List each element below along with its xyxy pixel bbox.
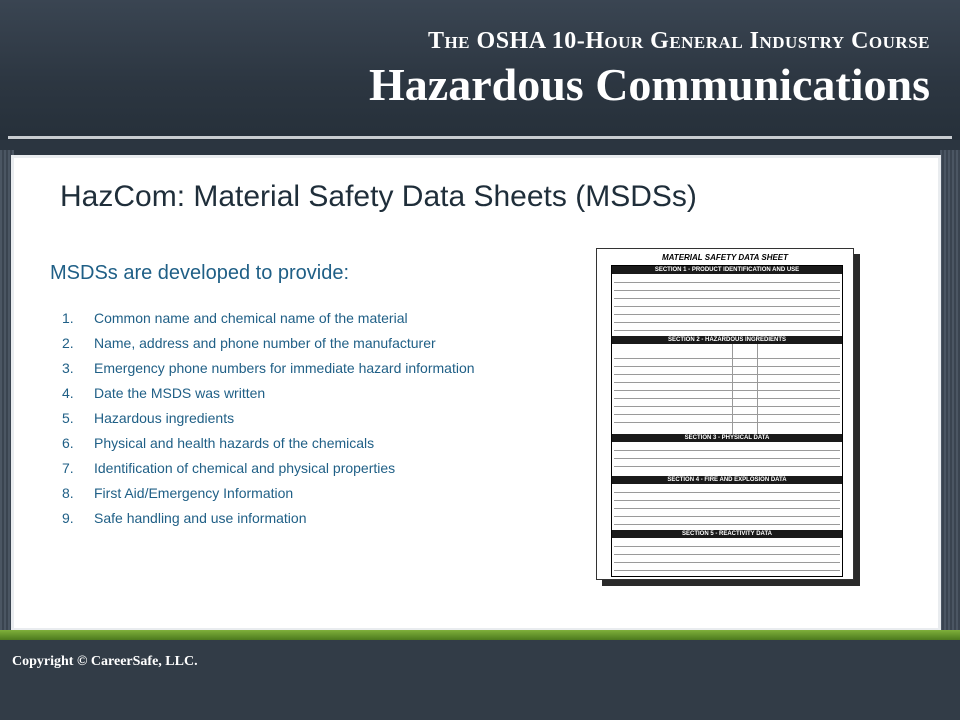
form-row-line [614, 390, 840, 391]
list-number: 7. [62, 460, 74, 476]
form-row-line [614, 358, 840, 359]
course-title: The OSHA 10-Hour General Industry Course [427, 28, 930, 54]
form-row-line [614, 298, 840, 299]
list-item [62, 510, 532, 527]
footer-band [0, 640, 960, 720]
list-text: Emergency phone numbers for immediate hazard information [94, 360, 475, 376]
module-title: Hazardous Communications [369, 59, 930, 110]
form-row-line [614, 554, 840, 555]
msds-section-header: SECTION 2 - HAZARDOUS INGREDIENTS [612, 336, 842, 344]
form-row-line [614, 422, 840, 423]
list-number: 2. [62, 335, 74, 351]
form-row-line [614, 290, 840, 291]
msds-section-header: SECTION 1 - PRODUCT IDENTIFICATION AND USE [612, 266, 842, 274]
form-row-line [614, 516, 840, 517]
slide-title: HazCom: Material Safety Data Sheets (MSDSs) [60, 180, 697, 213]
form-row-line [614, 450, 840, 451]
form-row-line [614, 500, 840, 501]
msds-form-body [611, 265, 843, 577]
list-number: 6. [62, 435, 74, 451]
form-row-line [614, 562, 840, 563]
header-banner [0, 0, 960, 140]
list-text: Date the MSDS was written [94, 385, 266, 401]
form-row-line [614, 458, 840, 459]
list-item [62, 485, 532, 502]
form-row-line [614, 366, 840, 367]
form-row-line [614, 382, 840, 383]
list-item [62, 385, 532, 402]
msds-section-header: SECTION 5 - REACTIVITY DATA [612, 530, 842, 538]
form-row-line [614, 414, 840, 415]
list-number: 9. [62, 510, 74, 526]
footer-accent-bar [0, 630, 960, 640]
list-item [62, 410, 532, 427]
list-text: Physical and health hazards of the chemicals [94, 435, 375, 451]
form-row-line [614, 524, 840, 525]
slide-subtitle: MSDSs are developed to provide: [50, 262, 350, 284]
form-row-line [614, 466, 840, 467]
form-column-line [757, 344, 758, 434]
form-row-line [614, 508, 840, 509]
form-row-line [614, 406, 840, 407]
header-divider [8, 136, 952, 139]
form-column-line [732, 344, 733, 434]
list-item [62, 335, 532, 352]
msds-sample-image [596, 248, 854, 580]
form-row-line [614, 330, 840, 331]
form-row-line [614, 374, 840, 375]
form-row-line [614, 546, 840, 547]
form-row-line [614, 492, 840, 493]
copyright-notice: Copyright © CareerSafe, LLC. [12, 654, 198, 669]
list-text: Name, address and phone number of the manufacturer [94, 335, 436, 351]
list-item [62, 460, 532, 477]
list-item [62, 435, 532, 452]
form-row-line [614, 314, 840, 315]
right-border-stripe [940, 150, 960, 630]
form-row-line [614, 322, 840, 323]
list-item [62, 310, 532, 327]
list-number: 1. [62, 310, 74, 326]
msds-provision-list [62, 310, 532, 535]
list-item [62, 360, 532, 377]
msds-sheet-title: MATERIAL SAFETY DATA SHEET [661, 253, 789, 262]
form-row-line [614, 282, 840, 283]
left-border-stripe [0, 150, 14, 630]
list-number: 8. [62, 485, 74, 501]
form-row-line [614, 570, 840, 571]
msds-section-header: SECTION 3 - PHYSICAL DATA [612, 434, 842, 442]
list-text: Identification of chemical and physical properties [94, 460, 396, 476]
form-row-line [614, 306, 840, 307]
list-text: Safe handling and use information [94, 510, 307, 526]
list-number: 4. [62, 385, 74, 401]
form-row-line [614, 398, 840, 399]
list-number: 5. [62, 410, 74, 426]
list-number: 3. [62, 360, 74, 376]
msds-section-header: SECTION 4 - FIRE AND EXPLOSION DATA [612, 476, 842, 484]
list-text: First Aid/Emergency Information [94, 485, 294, 501]
list-text: Hazardous ingredients [94, 410, 235, 426]
list-text: Common name and chemical name of the material [94, 310, 408, 326]
